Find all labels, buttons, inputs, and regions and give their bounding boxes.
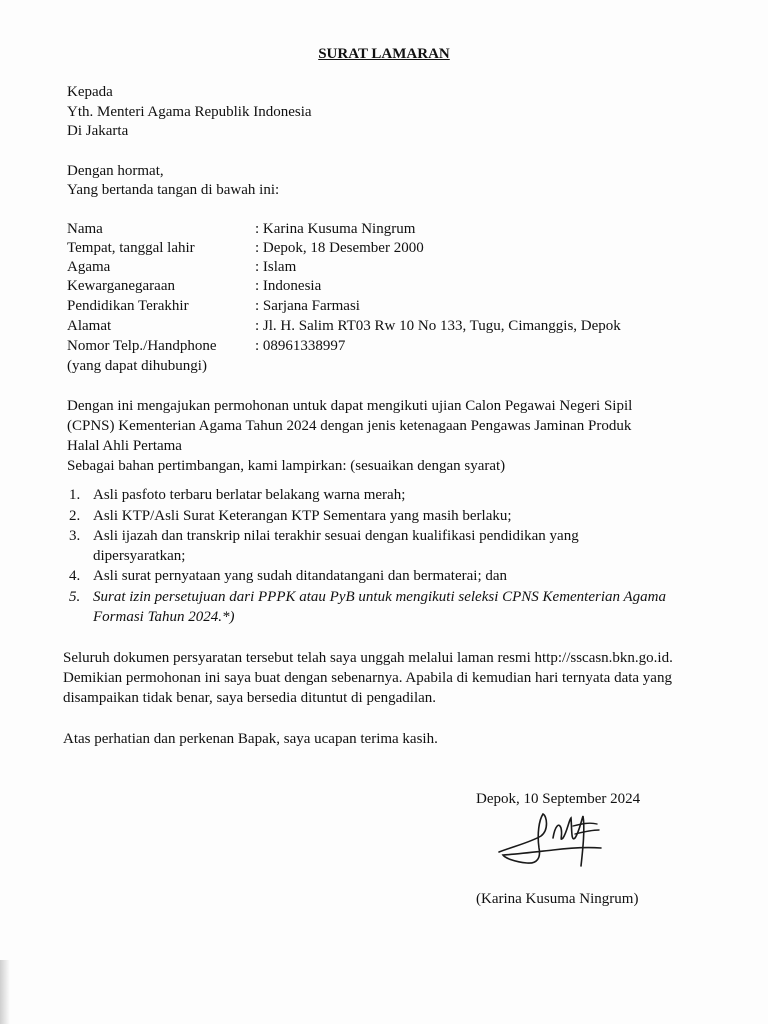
attachment-item: Asli pasfoto terbaru berlatar belakang warna merah; (93, 487, 406, 503)
closing-line-1: Seluruh dokumen persyaratan tersebut telah saya unggah melalui laman resmi http://sscasn.bkn.go.id. (63, 650, 673, 666)
closing-line-2: Demikian permohonan ini saya buat dengan sebenarnya. Apabila di kemudian hari ternyata data yang (63, 670, 672, 686)
address-label: Alamat (67, 318, 112, 334)
name-value: : Karina Kusuma Ningrum (255, 221, 416, 237)
phone-value: : 08961338997 (255, 338, 346, 354)
citizenship-label: Kewarganegaraan (67, 278, 175, 294)
attachment-number: 4. (69, 568, 81, 584)
education-label: Pendidikan Terakhir (67, 298, 189, 314)
place-date: Depok, 10 September 2024 (476, 791, 641, 807)
recipient-addressee: Yth. Menteri Agama Republik Indonesia (67, 104, 312, 120)
thanks-line: Atas perhatian dan perkenan Bapak, saya ucapan terima kasih. (63, 731, 438, 747)
attachment-number: 2. (69, 508, 81, 524)
recipient-place: Di Jakarta (67, 123, 129, 139)
recipient-to: Kepada (67, 84, 113, 100)
name-label: Nama (67, 221, 103, 237)
letter-title: SURAT LAMARAN (318, 46, 450, 62)
attachment-item-continued: Formasi Tahun 2024.*) (93, 609, 235, 625)
attachment-item: Asli KTP/Asli Surat Keterangan KTP Sementara yang masih berlaku; (93, 508, 512, 524)
phone-label: Nomor Telp./Handphone (67, 338, 217, 354)
signatory-name: (Karina Kusuma Ningrum) (476, 891, 639, 907)
application-line-3: Halal Ahli Pertama (67, 438, 182, 454)
scan-edge-shadow (0, 960, 10, 1024)
salutation: Dengan hormat, (67, 163, 164, 179)
application-line-1: Dengan ini mengajukan permohonan untuk dapat mengikuti ujian Calon Pegawai Negeri Sipil (67, 398, 633, 414)
application-line-2: (CPNS) Kementerian Agama Tahun 2024 dengan jenis ketenagaan Pengawas Jaminan Produk (67, 418, 632, 434)
attachment-item: Asli surat pernyataan yang sudah ditandatangani dan bermaterai; dan (93, 568, 508, 584)
attachment-number: 3. (69, 528, 81, 544)
closing-line-3: disampaikan tidak benar, saya bersedia dituntut di pengadilan. (63, 690, 437, 706)
intro-line: Yang bertanda tangan di bawah ini: (67, 182, 280, 198)
signature-mark (497, 808, 607, 870)
citizenship-value: : Indonesia (255, 278, 322, 294)
attachment-item-continued: dipersyaratkan; (93, 548, 186, 564)
phone-label-note: (yang dapat dihubungi) (67, 358, 207, 374)
address-value: : Jl. H. Salim RT03 Rw 10 No 133, Tugu, Cimanggis, Depok (255, 318, 621, 334)
attachment-item: Asli ijazah dan transkrip nilai terakhir sesuai dengan kualifikasi pendidikan yang (93, 528, 579, 544)
religion-label: Agama (67, 259, 111, 275)
attachment-item: Surat izin persetujuan dari PPPK atau PyB untuk mengikuti seleksi CPNS Kementerian Agama (93, 589, 666, 605)
religion-value: : Islam (255, 259, 297, 275)
attachment-number: 5. (69, 589, 81, 605)
application-line-4: Sebagai bahan pertimbangan, kami lampirkan: (sesuaikan dengan syarat) (67, 458, 506, 474)
birth-label: Tempat, tanggal lahir (67, 240, 195, 256)
attachment-number: 1. (69, 487, 81, 503)
birth-value: : Depok, 18 Desember 2000 (255, 240, 424, 256)
education-value: : Sarjana Farmasi (255, 298, 360, 314)
